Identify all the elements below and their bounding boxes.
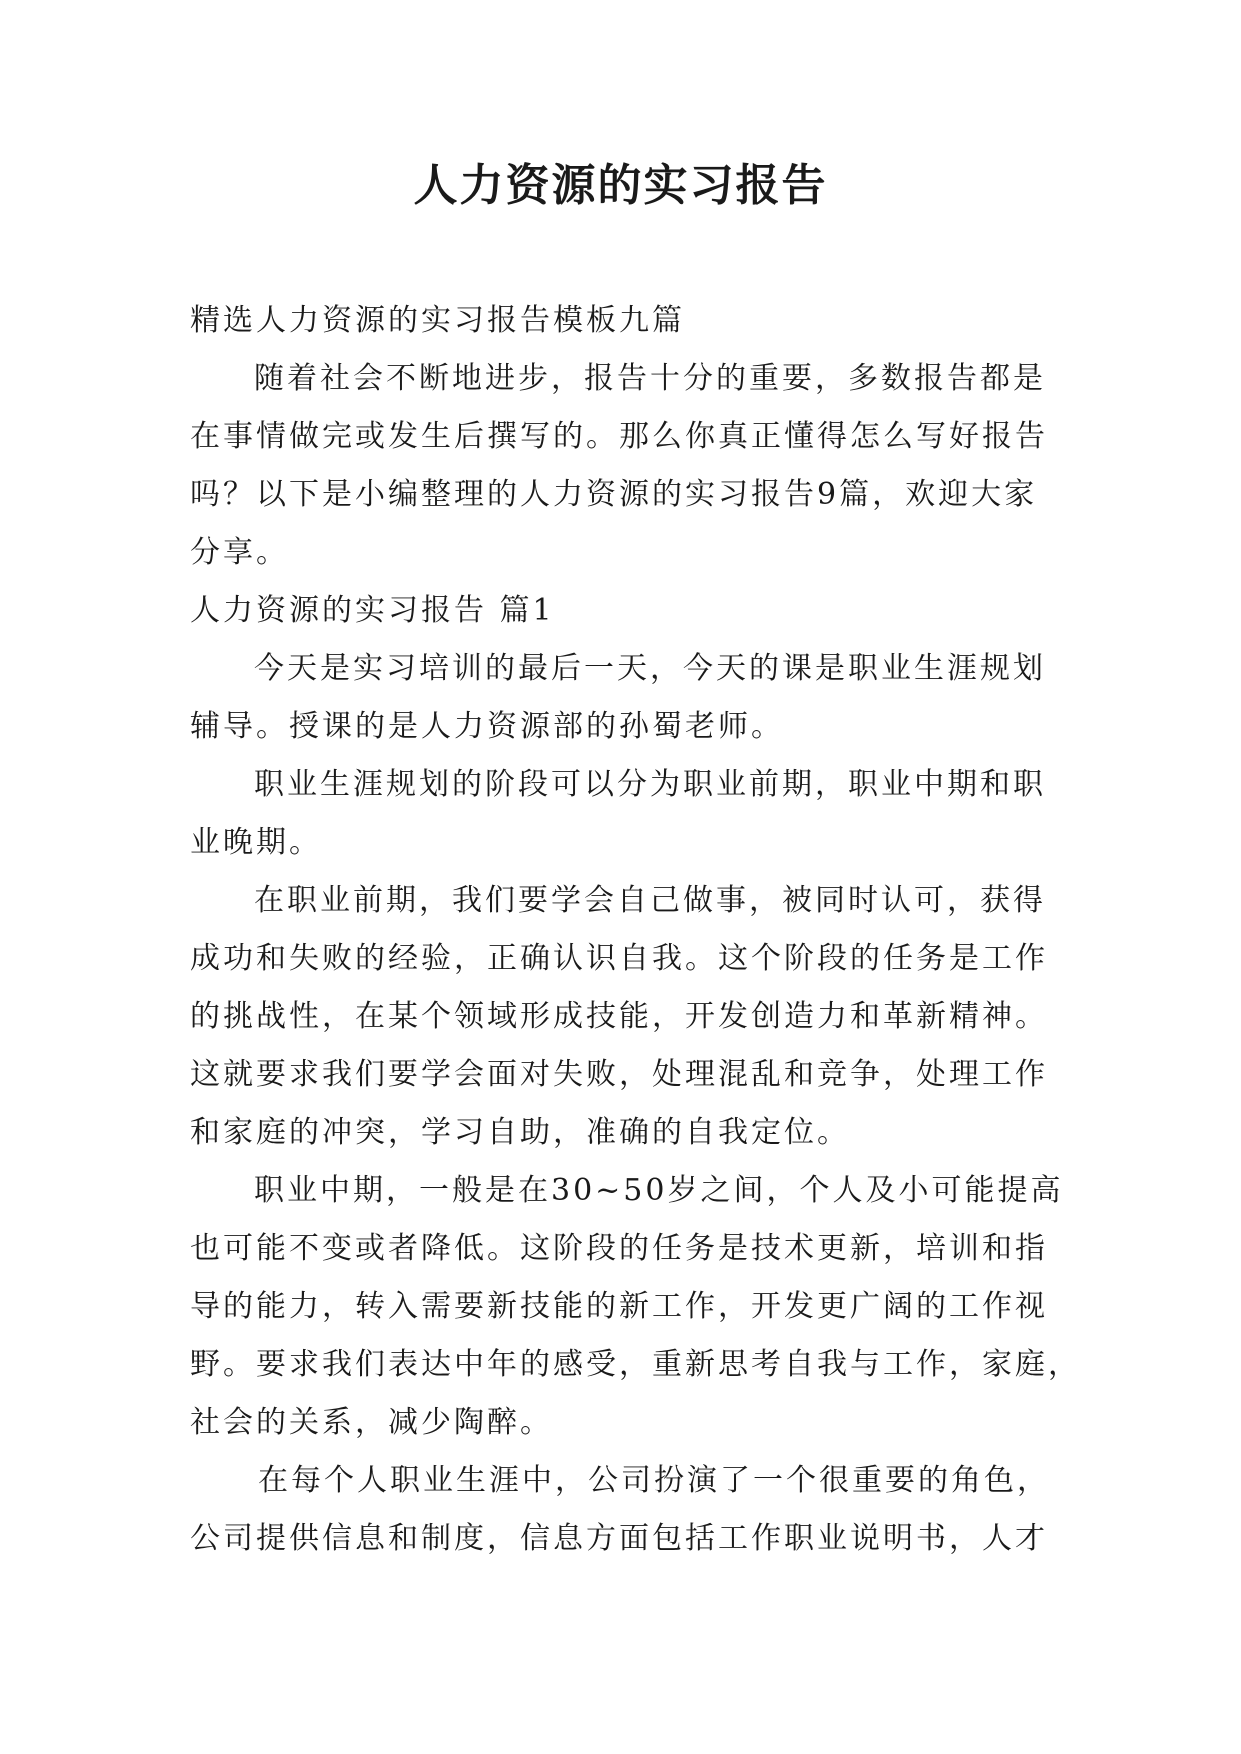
document-title: 人力资源的实习报告 xyxy=(413,160,828,211)
document-body xyxy=(190,292,1081,1568)
subtitle-line: 精选人力资源的实习报告模板九篇 xyxy=(190,303,685,338)
paragraph-line: 公司提供信息和制度，信息方面包括工作职业说明书，人才 xyxy=(190,1521,1048,1556)
paragraph-line: 分享。 xyxy=(190,535,289,570)
paragraph-line: 导的能力，转入需要新技能的新工作，开发更广阔的工作视 xyxy=(190,1289,1048,1324)
paragraph-line: 的挑战性，在某个领域形成技能，开发创造力和革新精神。 xyxy=(190,999,1048,1034)
section-heading: 人力资源的实习报告 篇1 xyxy=(190,593,555,628)
paragraph-line: 和家庭的冲突，学习自助，准确的自我定位。 xyxy=(190,1115,850,1150)
paragraph-line: 职业中期，一般是在30~50岁之间，个人及小可能提高 xyxy=(254,1173,1064,1208)
paragraph-line: 这就要求我们要学会面对失败，处理混乱和竞争，处理工作 xyxy=(190,1057,1048,1092)
paragraph-line: 职业生涯规划的阶段可以分为职业前期，职业中期和职 xyxy=(254,767,1046,802)
paragraph-line: 吗？以下是小编整理的人力资源的实习报告9篇，欢迎大家 xyxy=(190,477,1038,512)
paragraph-line: 也可能不变或者降低。这阶段的任务是技术更新，培训和指 xyxy=(190,1231,1048,1266)
paragraph-line: 社会的关系，减少陶醉。 xyxy=(190,1405,553,1440)
paragraph-line: 辅导。授课的是人力资源部的孙蜀老师。 xyxy=(190,709,784,744)
paragraph-line: 成功和失败的经验，正确认识自我。这个阶段的任务是工作 xyxy=(190,941,1048,976)
paragraph-line: 随着社会不断地进步，报告十分的重要，多数报告都是 xyxy=(254,361,1046,396)
paragraph-line: 今天是实习培训的最后一天，今天的课是职业生涯规划 xyxy=(254,651,1046,686)
paragraph-line: 在事情做完或发生后撰写的。那么你真正懂得怎么写好报告 xyxy=(190,419,1048,454)
paragraph-line: 在职业前期，我们要学会自己做事，被同时认可，获得 xyxy=(254,883,1046,918)
paragraph-line: 业晚期。 xyxy=(190,825,322,860)
paragraph-line: 野。要求我们表达中年的感受，重新思考自我与工作，家庭， xyxy=(190,1347,1081,1382)
paragraph-line: 在每个人职业生涯中，公司扮演了一个很重要的角色， xyxy=(258,1463,1050,1498)
